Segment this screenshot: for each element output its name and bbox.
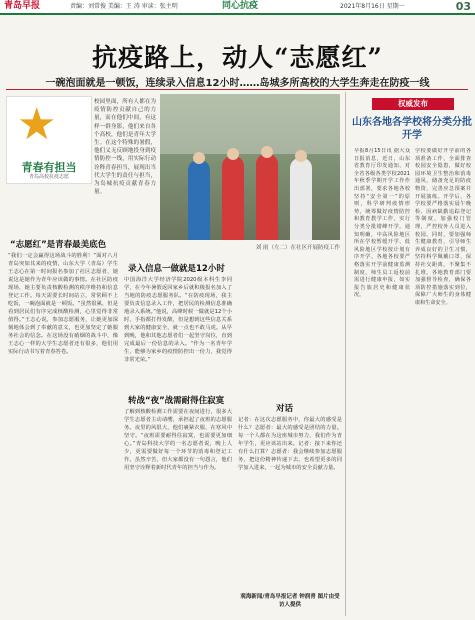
issue-date: 2021年8月16日 星期一 (340, 3, 405, 10)
page-headline: 抗疫路上，动人“志愿红” (92, 43, 383, 72)
photo-person-head (227, 148, 239, 160)
photo-caption: 刘 雨（左二）在社区开展防疫工作 (255, 245, 340, 251)
section-body-3: 了解到核酸检测工作需要在夜间进行，很多大学生志愿者主动请缨，承担起了夜班的志愿服务。夜里的风很大，他们裹紧衣服，在寒风中坚守。“夜班需要耐得住寂寞，也需要更加细心。”青岛科技大学的一名志愿者说，晚上人少，更需要做好每一个环节的消毒和登记工作。虽然辛苦，但大家都没有一句怨言，他们用坚守诠释着新时代青年的担当与作为。 (124, 409, 232, 471)
column-badge (6, 96, 92, 184)
photo-person-head (193, 152, 205, 164)
column-divider (345, 92, 346, 616)
header-divider (0, 13, 475, 15)
section-body-1: “我们一定会赢得这场战斗的胜利！”面对八月青岛突如其来的疫情，山东大学（青岛）学生王志心在第一时间报名参加了社区志愿者，她说这是她作为青年应该做的事情。在社区防疫现场，她主要负责核酸检测的秩序维持和信息登记工作。每天需要长时间站立，常常顾不上吃饭，一碗泡面就是一顿饭。“虽然很累，但是看到居民们有序完成核酸检测，心里觉得非常值得。”王志心说，参加志愿服务，让她更加深刻地体会到了奉献的意义，也更加坚定了她服务社会的信念。在这场没有硝烟的战斗中，像王志心一样的大学生志愿者还有很多，他们用实际行动书写着青春答卷。 (8, 253, 118, 355)
photo-person-head (295, 150, 307, 162)
sidebar-col-1: 早报8月15日讯 据大众日报消息，近日，山东省教育厅印发通知，对全省各级各类学校2021年秋季学期开学工作作出部署，要求各地各校坚持“安全第一”的原则，科学研判疫情形势，统筹做好疫情防控和教育教学工作，实行分类分批错峰开学。通知明确，中高风险地区所在学校暂缓开学，低风险地区学校按计划有序开学。各地各校要严格落实开学前健康监测制度，师生员工返校前需进行健康申报，如实报告旅居史和健康状况。 (354, 148, 410, 299)
badge-title: 青春有担当 (21, 161, 77, 174)
section-body-2b (238, 256, 342, 392)
section-title-2: 录入信息一做就是12小时 (128, 264, 225, 274)
masthead-logo: 青岛早报 (4, 1, 41, 11)
news-photo (160, 94, 340, 240)
photo-person (222, 156, 244, 240)
page-subheadline: 一碗泡面就是一顿饭，连续录入信息12小时……岛城多所高校的大学生奔走在防疫一线 (45, 78, 430, 89)
dialog-title: 对话 (276, 404, 294, 414)
photo-person (256, 154, 278, 240)
byline: 观海新闻/青岛早报记者 钟润青 图片由受访人提供 (240, 594, 340, 608)
badge-subtitle: 青岛高校抗疫志愿 (28, 174, 69, 180)
sidebar-tag: 权威发布 (372, 98, 454, 110)
headline-divider (6, 89, 468, 90)
sidebar-news (352, 94, 472, 614)
photo-person-head (261, 146, 273, 158)
photo-building (160, 94, 340, 154)
dialog-body: 记者：在这次志愿服务中，你最大的感受是什么？志愿者：最大的感受是团结的力量。每一个人都在为这座城市努力，我们作为青年学生，更应该站出来。记者：接下来你还有什么打算？志愿者：我会继续参加志愿服务，把这份精神传递下去，也希望更多的同学加入进来，一起为城市的安全贡献力量。 (238, 417, 342, 471)
section-title-1: “志愿红”是青春最美底色 (10, 240, 107, 250)
section-title-3: 转战“夜”战需耐得住寂寞 (128, 396, 225, 406)
column-title: 同心抗疫 (222, 1, 259, 11)
sidebar-body (354, 148, 471, 610)
sidebar-title: 山东各地各学校将分类分批开学 (352, 117, 472, 141)
photo-person (290, 158, 312, 240)
photo-person (188, 160, 210, 240)
intro-text: 校园里面，所有人都在为疫情防控贡献自己的力量，而在他们中间，有这样一群身影，他们来自各个高校，他们是青年大学生。在这个特殊的暑假，他们义无反顾地投身到疫情防控一线，用实际行动诠释青春担当，展现出当代大学生的责任与担当，为岛城抗疫贡献青春力量。 (94, 99, 156, 196)
section-body-2: 中国海洋大学经济学院2020级本科生李同学，在今年暑假返回家乡后就积极报名加入了当地的防疫志愿服务队。“在防疫现场，我主要负责信息录入工作，把居民的检测信息准确地录入系统。”他说，高峰时候一做就是12个小时，手指都打得发酸，但是想到这些信息关系到大家的健康安全，就一点也不敢马虎。从早到晚，他和其他志愿者们一起坚守岗位，直到完成最后一份信息的录入。“作为一名青年学生，能够为家乡的疫情防控出一份力，我觉得非常光荣。” (124, 277, 232, 363)
sidebar-col-2: 学校要做好开学前的各项准备工作，全面排查校园安全隐患，做好校园环境卫生整治和消毒通风，储备充足的防疫物资，完善应急预案并开展演练。开学后，各学校要严格落实晨午晚检、因病缺勤追踪登记等制度，加强校门管理，严控校外人员进入校园。同时，要加强师生健康教育，引导师生养成良好的卫生习惯，坚持科学佩戴口罩，保持社交距离，不聚集不扎堆。各地教育部门要加强督导检查，确保各项防控措施落实到位，保障广大师生的身体健康和生命安全。 (415, 148, 471, 306)
masthead-editors: 责编：刘常俊 美编：王 涛 审读：张主明 (70, 3, 178, 10)
masthead (0, 0, 475, 13)
page-number: 03 (455, 0, 471, 13)
star-icon: ★ (17, 99, 57, 150)
